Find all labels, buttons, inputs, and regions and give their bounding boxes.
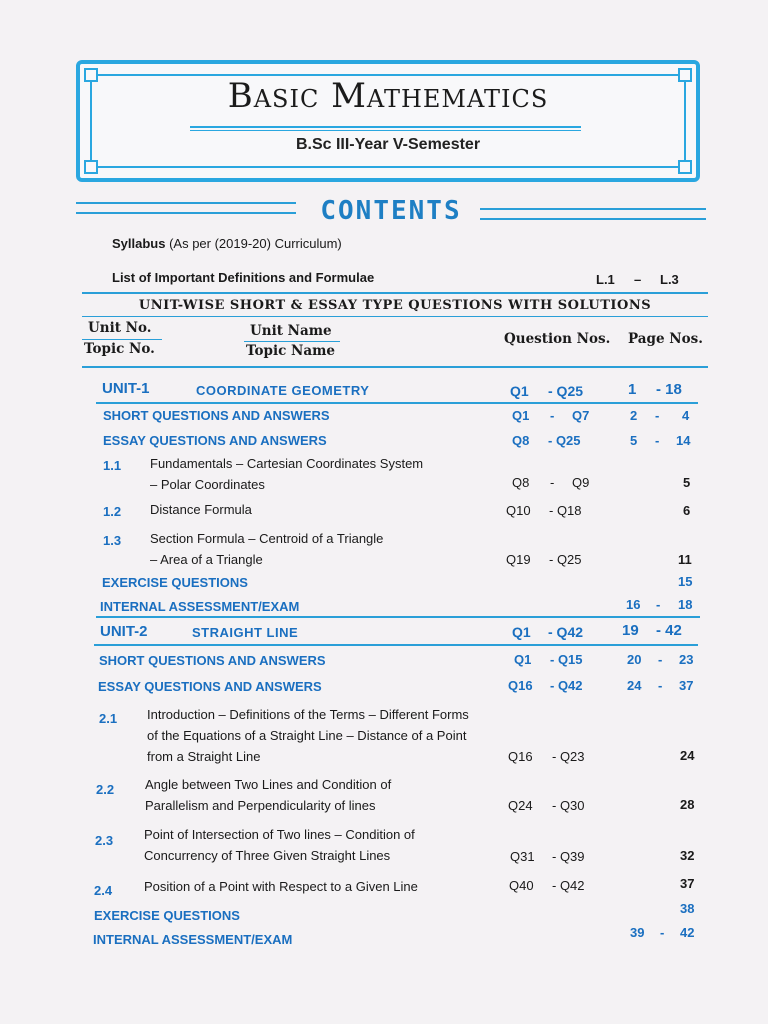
q-to: - Q30 <box>552 798 585 813</box>
unitwise-heading: UNIT-WISE SHORT & ESSAY TYPE QUESTIONS WITH SOLUTIONS <box>138 298 652 313</box>
q-to: - Q25 <box>548 433 581 448</box>
essay-qa-label[interactable]: ESSAY QUESTIONS AND ANSWERS <box>103 433 327 448</box>
page-no: 6 <box>683 503 691 518</box>
unit-divider <box>96 616 700 618</box>
page-from: 16 <box>626 597 641 612</box>
topic-no: 1.1 <box>103 458 122 473</box>
topic-name-line: Parallelism and Perpendicularity of lines <box>145 798 376 813</box>
exercise-questions-label[interactable]: EXERCISE QUESTIONS <box>94 908 240 923</box>
contents-rule-left <box>76 202 296 214</box>
unit-name[interactable]: COORDINATE GEOMETRY <box>196 383 370 398</box>
exercise-questions-label[interactable]: EXERCISE QUESTIONS <box>102 575 248 590</box>
unit-q-from: Q1 <box>510 383 529 399</box>
q-from: Q16 <box>508 749 533 764</box>
q-from: Q31 <box>510 849 535 864</box>
topic-name[interactable] <box>147 704 469 767</box>
internal-assessment-label[interactable]: INTERNAL ASSESSMENT/EXAM <box>100 599 300 614</box>
page-no: 15 <box>678 574 693 589</box>
q-from: Q10 <box>506 503 531 518</box>
page-to: 14 <box>676 433 691 448</box>
unit-page-to: - 42 <box>656 622 682 639</box>
q-from: Q8 <box>512 475 530 490</box>
topic-name-line: Angle between Two Lines and Condition of <box>145 777 392 792</box>
page-from: 24 <box>627 678 642 693</box>
page-from: 2 <box>630 408 638 423</box>
definitions-page-from: L.1 <box>596 272 615 287</box>
q-to: - Q42 <box>552 878 585 893</box>
q-from: Q16 <box>508 678 533 693</box>
topic-name-line: Introduction – Definitions of the Terms – Different Forms <box>147 707 469 722</box>
q-sep: - <box>550 408 555 423</box>
topic-no: 2.2 <box>96 782 115 797</box>
q-to: - Q23 <box>552 749 585 764</box>
short-qa-label[interactable]: SHORT QUESTIONS AND ANSWERS <box>103 408 330 423</box>
q-from: Q19 <box>506 552 531 567</box>
topic-name-line: from a Straight Line <box>147 749 261 764</box>
unit-page-to: - 18 <box>656 381 682 398</box>
page-from: 20 <box>627 652 642 667</box>
page-sep: - <box>658 678 663 693</box>
essay-qa-label[interactable]: ESSAY QUESTIONS AND ANSWERS <box>98 679 322 694</box>
topic-name[interactable]: Distance Formula <box>150 502 252 517</box>
definitions-page-dash: – <box>634 272 642 287</box>
col-unit-no: Unit No. <box>88 320 152 336</box>
book-subtitle: B.Sc III-Year V-Semester <box>295 136 481 153</box>
page-to: 4 <box>682 408 690 423</box>
page-no: 37 <box>680 876 695 891</box>
unit-q-to: - Q42 <box>548 624 584 640</box>
unit-page-from: 1 <box>628 381 637 398</box>
unit-name[interactable]: STRAIGHT LINE <box>192 625 299 640</box>
topic-no: 2.4 <box>94 883 113 898</box>
col-unit-name: Unit Name <box>250 323 332 339</box>
unit-page-from: 19 <box>622 622 639 639</box>
topic-name-line: Concurrency of Three Given Straight Lines <box>144 848 391 863</box>
topic-no: 1.2 <box>103 504 122 519</box>
definitions-page-to: L.3 <box>660 272 679 287</box>
topic-no: 2.3 <box>95 833 114 848</box>
topic-name-line: Point of Intersection of Two lines – Condition of <box>144 827 415 842</box>
col-page-nos: Page Nos. <box>628 331 703 347</box>
book-title: Basic Mathematics <box>227 76 549 116</box>
page-to: 37 <box>679 678 694 693</box>
q-to: - Q42 <box>550 678 583 693</box>
unit-divider <box>96 402 698 404</box>
page-sep: - <box>655 433 660 448</box>
topic-name[interactable] <box>150 528 383 570</box>
q-from: Q40 <box>509 878 534 893</box>
unit-divider <box>94 644 698 646</box>
syllabus-line[interactable] <box>112 236 342 251</box>
q-from: Q24 <box>508 798 533 813</box>
topic-name-line: Section Formula – Centroid of a Triangle <box>150 531 384 546</box>
topic-name[interactable] <box>145 774 391 816</box>
contents-rule-right <box>480 208 706 220</box>
col-topic-no: Topic No. <box>84 341 155 357</box>
q-to: - Q39 <box>552 849 585 864</box>
q-from: Q1 <box>514 652 532 667</box>
q-sep: - <box>550 475 555 490</box>
page-no: 5 <box>683 475 691 490</box>
topic-name[interactable]: Position of a Point with Respect to a Given Line <box>144 879 418 894</box>
topic-name-line: – Area of a Triangle <box>150 552 263 567</box>
col-underline <box>82 339 162 340</box>
topic-name-line: – Polar Coordinates <box>150 477 265 492</box>
unit-label[interactable]: UNIT-2 <box>100 623 148 640</box>
page-from: 39 <box>630 925 645 940</box>
frame-corner-ornament <box>84 160 98 174</box>
q-to: - Q18 <box>549 503 582 518</box>
q-from: Q8 <box>512 433 530 448</box>
page-no: 11 <box>678 552 692 567</box>
title-frame <box>76 60 700 182</box>
table-top-rule <box>82 292 708 294</box>
header-bottom-rule <box>82 366 708 368</box>
col-topic-name: Topic Name <box>246 343 335 359</box>
short-qa-label[interactable]: SHORT QUESTIONS AND ANSWERS <box>99 653 326 668</box>
internal-assessment-label[interactable]: INTERNAL ASSESSMENT/EXAM <box>93 932 293 947</box>
page-sep: - <box>658 652 663 667</box>
q-from: Q1 <box>512 408 530 423</box>
topic-no: 1.3 <box>103 533 122 548</box>
page-no: 32 <box>680 848 695 863</box>
page-sep: - <box>656 597 661 612</box>
page-no: 38 <box>680 901 695 916</box>
q-to: - Q25 <box>549 552 582 567</box>
q-to: - Q15 <box>550 652 583 667</box>
page-sep: - <box>655 408 660 423</box>
unit-q-to: - Q25 <box>548 383 584 399</box>
page-no: 24 <box>680 748 695 763</box>
frame-corner-ornament <box>678 160 692 174</box>
topic-name[interactable] <box>150 453 423 495</box>
page-from: 5 <box>630 433 638 448</box>
title-rule <box>190 126 581 131</box>
contents-header <box>76 196 706 226</box>
q-to: Q9 <box>572 475 590 490</box>
heading-bottom-rule <box>82 316 708 317</box>
page-to: 18 <box>678 597 693 612</box>
topic-name-line: of the Equations of a Straight Line – Distance of a Point <box>147 728 467 743</box>
syllabus-label: Syllabus <box>112 236 166 251</box>
page-to: 42 <box>680 925 695 940</box>
contents-title: CONTENTS <box>320 196 462 226</box>
page-sep: - <box>660 925 665 940</box>
q-to: Q7 <box>572 408 590 423</box>
page-to: 23 <box>679 652 694 667</box>
topic-no: 2.1 <box>99 711 118 726</box>
topic-name-line: Fundamentals – Cartesian Coordinates System <box>150 456 424 471</box>
unit-label[interactable]: UNIT-1 <box>102 380 150 397</box>
page-no: 28 <box>680 797 695 812</box>
unit-q-from: Q1 <box>512 624 531 640</box>
definitions-line[interactable]: List of Important Definitions and Formulae <box>112 270 375 285</box>
col-underline <box>244 341 340 342</box>
topic-name[interactable] <box>144 824 415 866</box>
col-question-nos: Question Nos. <box>504 331 611 347</box>
syllabus-detail: (As per (2019-20) Curriculum) <box>169 236 342 251</box>
